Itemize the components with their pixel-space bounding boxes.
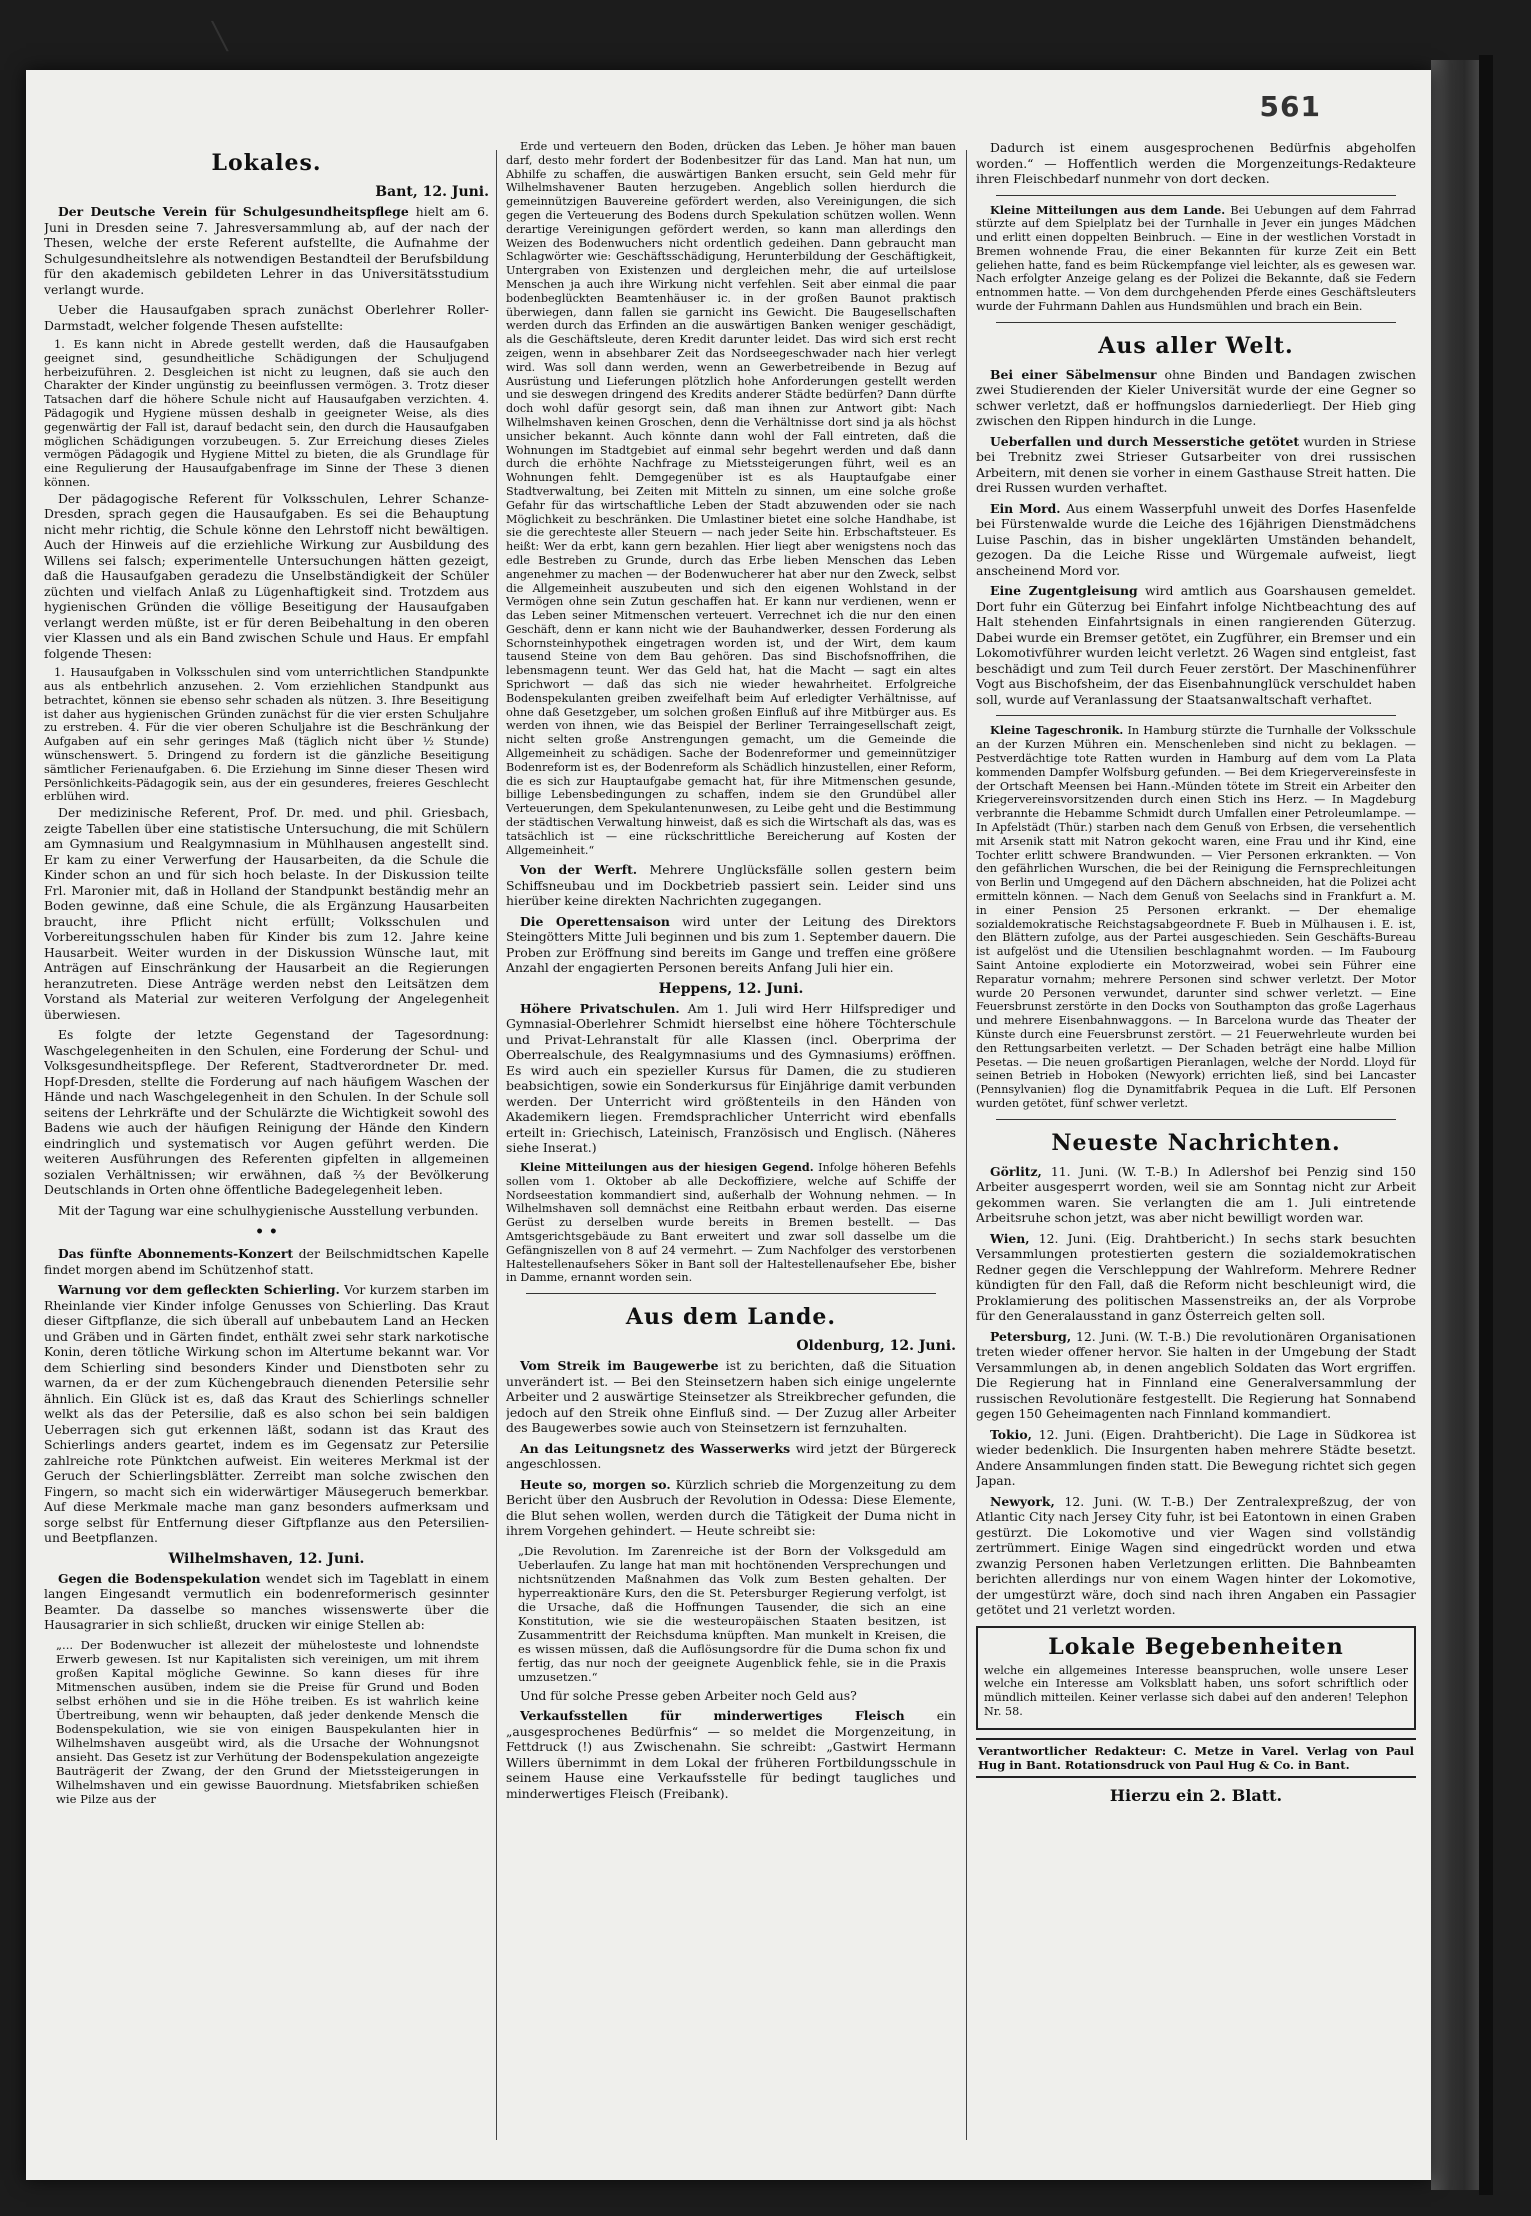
- article-lead: Verkaufsstellen für minderwertiges Fleisch: [520, 1708, 905, 1724]
- article-lead: Tokio,: [990, 1426, 1032, 1442]
- article-text: hielt am 6. Juni in Dresden seine 7. Jahresversammlung ab, auf der nach der Thesen, welche der erste Referent aufstellte, die Aufnahme der Schulgesundheitslehre als notwendigen Bestandteil der Berufsbildung für den akademisch gebildeten Lehrer in das Universitätsstudium verlangt wurde.: [44, 204, 489, 297]
- column-rule: [496, 150, 497, 2140]
- article-paragraph: [976, 1494, 1416, 1618]
- article-paragraph: [506, 1708, 956, 1801]
- article-lead: Die Operettensaison: [520, 913, 670, 929]
- article-text: Vor kurzem starben im Rheinlande vier Kinder infolge Genusses von Schierling. Das Kraut dieser Giftpflanze, die sich überall auf unbebautem Land an Hecken und Gräben und in Gärten findet, enthält zwei sehr stark narkotische Konin, deren tötliche Wirkung schon im Altertume bekannt war. Vor dem Schierling sind besonders Kinder und Dienstboten sehr zu warnen, da er der zum Küchengebrauch dienenden Petersilie sehr ähnlich. Ein Glück ist es, daß das Kraut des Schierlings schneller welkt als das der Petersilie, daß es also schon bei sein baldigen Ueberragen sich gut erkennen läßt, sodann ist das Kraut des Schierlings anders geartet, indem es im Gegensatz zur Petersilie zahlreiche rote Pünktchen aufweist. Ein weiteres Merkmal ist der Geruch der Schierlingsblätter. Zerreibt man solche zwischen den Fingern, so macht sich ein widerwärtiger Mäusegeruch bemerkbar. Auf diese Merkmale mache man ganz besonders aufmerksam und sorge selbst für Entfernung dieser Giftpflanze aus den Petersilien- und Beetpflanzen.: [44, 1282, 489, 1546]
- article-lead: Vom Streik im Baugewerbe: [520, 1358, 719, 1374]
- article-text: Aus einem Wasserpfuhl unweit des Dorfes Hasenfelde bei Fürstenwalde wurde die Leiche des 16jährigen Dienstmädchens Luise Paschin, das in bisher ungeklärten Umständen behandelt, gezogen. Da die Leiche Risse und Würgemale aufweist, liegt anscheinend Mord vor.: [976, 500, 1416, 578]
- article-text: Kürzlich schrieb die Morgenzeitung zu dem Bericht über den Ausbruch der Revolution in Odessa: Diese Elemente, die Blut sehen wollen, werden durch die Tätigkeit der Duma nicht in ihrem Vorgehen gehindert. — Heute schreibt sie:: [506, 1476, 956, 1539]
- section-heading-neueste-nachrichten: Neueste Nachrichten.: [1051, 1129, 1341, 1156]
- article-text: In Hamburg stürzte die Turnhalle der Volksschule an der Kurzen Mühren ein. Menschenleben sind nicht zu beklagen. — Pestverdächtige tote Ratten wurden in Hamburg auf dem vom La Plata kommenden Dampfer Wolfsburg gefunden. — Bei dem Kriegervereinsfeste in der Ortschaft Meensen bei Hann.-Münden tötete im Streit ein Arbeiter den Kriegervereinsvorsitzenden durch einen Stich ins Herz. — In Magdeburg verbrannte die Hebamme Schmidt durch Umfallen einer Petroleumlampe. — In Apfelstädt (Thür.) starben nach dem Genuß von Erbsen, die versehentlich mit Arsenik statt mit Natron gekocht waren, eine Frau und ihr Kind, eine Tochter erlitt schwere Brandwunden. — Vier Personen erkrankten. — Von den gefährlichen Wurschen, die bei der Reinigung die Fernsprechleitungen von Berlin und Umgegend auf den Dächern abschneiden, hat die Polizei acht ermitteln können. — Nach dem Genuß von Seelachs sind in Frankfurt a. M. in einer Pension 25 Personen erkrankt. — Der ehemalige sozialdemokratische Reichstagsabgeordnete F. Bueb in Mülhausen i. E. ist, den Blättern zufolge, aus der Partei ausgeschieden. Sein Geschäfts-Bureau ist aufgelöst und die Utensilien beschlagnahmt worden. — Im Faubourg Saint Antoine explodierte ein Motorzweirad, wobei sein Führer eine Reparatur vornahm; mehrere Personen sind schwer verletzt. Der Motor wurde 20 Personen verwundet, darunter sind schwer verletzt. — Eine Feuersbrunst zerstörte in den Docks von Southampton das große Lagerhaus und mehrere Eisenbahnwaggons. — In Barcelona wurde das Theater der Künste durch eine Feuersbrunst zerstört. — 21 Feuerwehrleute wurden bei den Rettungsarbeiten verletzt. — Der Schaden beträgt eine halbe Million Pesetas. — Die neuen großartigen Pieranlagen, welche der Nordd. Lloyd für seinen Betrieb in Hoboken (Newyork) errichten ließ, sind bei Lancaster (Pennsylvanien) flog die Dynamitfabrik Pequea in die Luft. Elf Personen wurden getötet, fünf schwer verletzt.: [976, 724, 1416, 1110]
- article-text: wird unter der Leitung des Direktors Steingötters Mitte Juli beginnen und bis zum 1. September dauern. Die Proben zur Eröffnung sind bereits im Gange und treffen eine größere Anzahl der engagierten Personen bereits Anfang Juli hier ein.: [506, 913, 956, 976]
- article-paragraph: [506, 1358, 956, 1436]
- notice-box: [976, 1626, 1416, 1730]
- theses-list: 1. Es kann nicht in Abrede gestellt werden, daß die Hausaufgaben geeignet sind, gesundheitliche Schädigungen der Schuljugend herbeizuführen. 2. Desgleichen ist nicht zu leugnen, daß sie auch den Charakter der Kinder ungünstig zu beeinflussen vermögen. 3. Trotz dieser Tatsachen darf die höhere Schule nicht auf Hausaufgaben verzichten. 4. Pädagogik und Hygiene müssen deshalb in geeigneter Weise, als dies gegenwärtig der Fall ist, darauf bedacht sein, den durch die Hausaufgaben möglichen Schädigungen vorzubeugen. 5. Zur Erreichung dieses Zieles vermögen Pädagogik und Hygiene Mittel zu bieten, die als Grundlage für eine Regulierung der Hausaufgabenfrage im Sinne der These 3 dienen können.: [44, 337, 489, 489]
- article-text: ein „ausgesprochenes Bedürfnis“ — so meldet die Morgenzeitung, in Fettdruck (!) aus Zwischenahn. Sie schreibt: „Gastwirt Hermann Willers übernimmt in dem Lokal der früheren Fortbildungsschule in seinem Hause eine Verkaufsstelle für bedingt taugliches und minderwertiges Fleisch (Freibank).: [506, 1708, 956, 1801]
- section-heading-lokale-begebenheiten: Lokale Begebenheiten: [1048, 1633, 1344, 1660]
- article-paragraph: [44, 1246, 489, 1277]
- article-text: Mehrere Unglücksfälle sollen gestern beim Schiffsneubau und im Dockbetrieb passiert sein. Leider sind uns hierüber keine direkten Nachrichten zugegangen.: [506, 862, 956, 909]
- page-number: 561: [1259, 90, 1321, 123]
- article-paragraph: [506, 862, 956, 909]
- article-text: 12. Juni. (W. T.-B.) Der Zentralexpreßzug, der von Atlantic City nach Jersey City fuhr, ist bei Eatontown in einen Graben gestürzt. Die Lokomotive und vier Wagen sind vollständig zertrümmert. Einige Wagen sind eingedrückt worden und etwa zwanzig Personen haben Verletzungen erlitten. Die Bahnbeamten berichten allerdings nur von einem Wagen hinter der Lokomotive, der umgestürzt wäre, doch sind nach ihren Angaben ein Passagier getötet und 21 verletzt worden.: [976, 1493, 1416, 1618]
- column-rule: [966, 150, 967, 2140]
- article-text: wird amtlich aus Goarshausen gemeldet. Dort fuhr ein Güterzug bei Einfahrt infolge Nichtbeachtung des auf Halt stehenden Einfahrtsignals in einen rangierenden Güterzug. Dabei wurde ein Bremser getötet, ein Zugführer, ein Bremser und ein Lokomotivführer wurden leicht verletzt. 26 Wagen sind entgleist, fast beschädigt und zum Teil durch Feuer zerstört. Der Maschinenführer Vogt aus Bischofsheim, der das Eisenbahnunglück verschuldet haben soll, wurde auf Veranlassung der Staatsanwaltschaft verhaftet.: [976, 583, 1416, 707]
- article-text: ohne Binden und Bandagen zwischen zwei Studierenden der Kieler Universität wurde der eine Gegner so schwer verletzt, daß er hoffnungslos darniederliegt. Der Hieb ging zwischen den Rippen hindurch in die Lunge.: [976, 366, 1416, 429]
- article-lead: Wien,: [990, 1230, 1030, 1246]
- quoted-passage: „... Der Bodenwucher ist allezeit der mühelosteste und lohnendste Erwerb gewesen. Ist nur Kapitalisten sich vereinigen, um mit ihrem großen Kapital mögliche Gewinne. So kann dieses für ihre Mitmenschen ausüben, indem sie die Preise für Grund und Boden selbst erhöhen und sie in die Höhe treiben. Es ist wahrlich keine Übertreibung, wenn wir behaupten, daß jeder denkende Mensch die Bodenspekulation, wie sie von einigen Bauspekulanten hier in Wilhelmshaven ausgeübt wird, als die Ursache der Wohnungsnot ansieht. Das Gesetz ist zur Verhütung der Bodenspekulation angezeigte Bauträgerit der Zwang, der den Grund der Mietssteigerungen in Wilhelmshaven und ein gewisse Bauordnung. Mietsfabriken schießen wie Pilze aus der: [56, 1637, 479, 1806]
- column-2: [506, 140, 956, 2150]
- dateline: Bant, 12. Juni.: [375, 184, 489, 200]
- article-text: 12. Juni. (Eigen. Drahtbericht). Die Lage in Südkorea ist wieder bedenklich. Die Insurgenten haben mehrere Städte besetzt. Andere Ansammlungen finden statt. Die Bewegung richtet sich gegen Japan.: [976, 1426, 1416, 1489]
- section-divider: [996, 715, 1396, 716]
- notice-text: welche ein allgemeines Interesse beanspruchen, wolle unsere Leser welche ein Interesse am Volksblatt haben, uns sofort schriftlich oder mündlich mitteilen. Keiner verlasse sich dabei auf den anderen! Telephon Nr. 58.: [984, 1663, 1408, 1719]
- article-lead: An das Leitungsnetz des Wasserwerks: [520, 1440, 791, 1456]
- article-text: der Beilschmidtschen Kapelle findet morgen abend im Schützenhof statt.: [44, 1246, 489, 1277]
- newspaper-page: [26, 70, 1431, 2180]
- quoted-passage: „Die Revolution. Im Zarenreiche ist der Born der Volksgeduld am Ueberlaufen. Zu lange hat man mit hochtönenden Versprechungen und nichtsnützenden Maßnahmen das Volk zum Besten gehalten. Der hyperreaktionäre Kurs, den die St. Petersburger Regierung verfolgt, ist die Ursache, daß die Hoffnungen Tausender, die sich an eine Konstitution, wie sie die westeuropäischen Staaten besitzen, ist Zusammentritt der Reichsduma knüpften. Man munkelt in Kreisen, die es wissen müssen, daß die Auflösungsordre für die Duma schon fix und fertig, das nur noch der geeignete Augenblick fehle, sie in die Praxis umzusetzen.“: [518, 1543, 946, 1684]
- article-paragraph: [976, 1329, 1416, 1422]
- article-lead: Kleine Mitteilungen aus der hiesigen Gegend.: [520, 1159, 814, 1174]
- article-lead: Kleine Mitteilungen aus dem Lande.: [990, 202, 1226, 217]
- article-lead: Warnung vor dem gefleckten Schierling.: [58, 1282, 340, 1298]
- article-text: 12. Juni. (W. T.-B.) Die revolutionären Organisationen treten wieder offener hervor. Sie halten in der Umgebung der Stadt Versammlungen ab, in denen angeblich Soldaten das Wort ergriffen. Die Regierung hat in Finnland eine Generalversammlung der russischen Revolutionäre festgestellt. Die Regierung hat Sonnabend gegen 150 Geheimagenten nach Finnland kommandiert.: [976, 1328, 1416, 1422]
- article-paragraph: [506, 1161, 956, 1285]
- imprint: Verantwortlicher Redakteur: C. Metze in Varel. Verlag von Paul Hug in Bant. Rotationsdruck von Paul Hug & Co. in Bant.: [976, 1738, 1416, 1778]
- article-paragraph: [976, 204, 1416, 314]
- article-paragraph: Der medizinische Referent, Prof. Dr. med. und phil. Griesbach, zeigte Tabellen über eine statistische Untersuchung, die mit Schülern am Gymnasium und Realgymnasium in Mühlhausen angestellt sind. Er kam zu einer Verwerfung der Hausarbeiten, da die Schule die Kinder schon an und für sich hoch belaste. In der Diskussion teilte Frl. Maronier mit, daß in Holland der Standpunkt beständig mehr an Boden gewinne, daß eine Schule, die als Ergänzung Hausarbeiten braucht, ihre Pflicht nicht erfüllt; Volksschulen und Vorbereitungsschulen haben für Kinder bis zum 12. Jahre keine Hausarbeit. Weiter wurden in der Diskussion Wünsche laut, mit Anträgen auf Einschränkung der Hausarbeit an die Regierungen heranzutreten. Diese Anträge werden nebst den Leitsätzen dem Vorstand als Material zur weiteren Verfolgung der Angelegenheit überwiesen.: [44, 805, 489, 1022]
- article-text: Infolge höheren Befehls sollen vom 1. Oktober ab alle Deckoffiziere, welche auf Schiffe der Nordseestation kommandiert sind, außerhalb der Wohnung nehmen. — In Wilhelmshaven soll demnächst eine Reitbahn erbaut werden. Das eiserne Gerüst zu derselben wurde bereits in Bremen bestellt. — Das Amtsgerichtsgebäude zu Bant erweitert und zwar soll dasselbe um die Gefängniszellen von 8 auf 24 vermehrt. — Zum Nachfolger des verstorbenen Haltestellenaufsehers Söker in Bant soll der Haltestellenaufseher Ebe, bisher in Damme, ernannt worden sein.: [506, 1160, 956, 1285]
- article-text: 11. Juni. (W. T.-B.) In Adlershof bei Penzig sind 150 Arbeiter ausgesperrt worden, weil sie am Sonntag nicht zur Arbeit gekommen waren. Sie verlangten die am 1. Juli eintretende Arbeitsruhe schon jetzt, was aber nicht bewilligt worden war.: [976, 1163, 1416, 1226]
- article-paragraph: Erde und verteuern den Boden, drücken das Leben. Je höher man bauen darf, desto mehr fordert der Bodenbesitzer für das Land. Man hat nun, um Abhilfe zu schaffen, die auswärtigen Banken ersucht, sein Geld mehr für Wilhelmshavener Bauten herzugeben. Angeblich sollen hierdurch die gemeinnützigen Bauvereine gefördert werden, also Vereinigungen, die sich gegen die Verteuerung des Bodens durch Spekulation schützen wollen. Wenn derartige Vereinigungen gefördert werden, so kann man allerdings den Weizen des Bodenwuchers nicht ordentlich gedeihen. Dann gebraucht man Schlagwörter wie: Geschäftsschädigung, Herunterbildung der Geschäftigkeit, Untergraben von Existenzen und dergleichen mehr, die auf urteilslose Menschen ja auch ihre Wirkung nicht verfehlen. Seit aber einmal die paar bodenbeglückten Beamtenhäuser ic. in der großen Baunot praktisch überwiegen, dann fallen sie garnicht ins Gewicht. Die Baugesellschaften werden durch das Erfinden an die auswärtigen Banken weniger geschädigt, als die Geschäftsleute, deren Kredit darunter leidet. Das wird sich erst recht zeigen, wenn in absehbarer Zeit das Nordseegeschwader nach hier verlegt wird. Was soll dann werden, wenn an Gewerbetreibende in Bezug auf Ausrüstung und Lieferungen plötzlich hohe Anforderungen gestellt werden und sie deswegen dringend des Kredits anderer Städte bedürfen? Dann dürfte doch wohl dafür gesorgt sein, daß man ihnen zur Antwort gibt: Nach Wilhelmshaven keinen Groschen, denn die Verhältnisse dort sind ja als höchst unsicher bekannt. Auch könnte dann wohl der Fall eintreten, daß die Wohnungen im Stadtgebiet auf einmal sehr begehrt werden und daß dann durch die erhöhte Nachfrage zu Mietssteigerungen führt, weil es an Wohnungen fehlt. Demgegenüber ist es als Hauptaufgabe einer Stadtverwaltung, bei Zeiten mit Mitteln zu sinnen, um eine solche große Gefahr für das wirtschaftliche Leben der Stadt abzuwenden oder sie nach Möglichkeit zu beschränken. Die Umlastiner bietet eine solche Handhabe, ist sie die gerechteste aller Steuern — nach jeder Seite hin. Erbschaftsteuer. Es heißt: Wer da erbt, kann gern bezahlen. Hier liegt aber wenigstens noch das edle Bestreben zu Grunde, durch das Erbe lieben Menschen das Leben angenehmer zu machen — der Bodenwucherer hat aber nur den Zweck, selbst die Allgemeinheit auszubeuten und sich den eigenen Wohlstand in der Vermögen ohne sein Zutun geschaffen hat. Er kann nur verdienen, wenn er das Leben seiner Mitmenschen verteuert. Verrechnet ich die nur den einen Geschäft, denn er kann nicht wie der Bauhandwerker, dessen Forderung als Schornsteinhypothek eingetragen worden ist, und der Wirt, dem kaum tausend Steine von dem Bau gehören. Das sind Bischofsnoffrihen, die lebensmagenn teunt. Wer das Geld hat, hat die Macht — sagt ein altes Sprichwort — daß das sich nie wieder hewahrheitet. Erfolgreiche Bodenspekulanten greiben zweifelhaft beim Auf erledigter Verhältnisse, auf ohne daß Gesetzgeber, um solchen großen Einfluß auf ihre Mitbürger aus. Es werden von ihnen, wie das Beispiel der Berliner Terraingesellschaft zeigt, nicht selten große Anstrengungen gemacht, um die Gemeinde die Allgemeinheit zu schädigen. Sache der Bodenreformer und gemeinnütziger Bodenreform ist es, der Bodenreform als Schädlich hinzustellen, einer Reform, die es sich zur Hauptaufgabe gemacht hat, für ihre Mitmenschen gesunde, billige Lebensbedingungen zu schaffen, indem sie den Grundübel aller Verteuerungen, dem Spekulantenunwesen, zu Leibe geht und die Bestimmung der städtischen Verwaltung hinweist, daß es sich die Wirtschaft als das, was es tatsächlich ist — eine rückschrittliche Bereicherung auf Kosten der Allgemeinheit.“: [506, 140, 956, 857]
- section-divider: [996, 322, 1396, 323]
- article-text: Bei Uebungen auf dem Fahrrad stürzte auf dem Spielplatz bei der Turnhalle in Jever ein junges Mädchen und erlitt einen doppelten Beinbruch. — Eine in der westlichen Vorstadt in Bremen wohnende Frau, die einer Bekannten für kurze Zeit ein Bett geliehen hatte, fand es beim Rückempfange viel leichter, als es gewesen war. Nach erfolgter Anzeige gelang es der Polizei die Bekannte, daß sie Federn entnommen hatte. — Von dem durchgehenden Pferde eines Geschäftsleuters wurde der Fuhrmann Dahlen aus Hundsmühlen und brach ein Bein.: [976, 203, 1416, 314]
- column-1: [44, 140, 489, 2150]
- corner-pencil-mark: ╲: [212, 22, 228, 52]
- article-paragraph: [44, 1571, 489, 1633]
- article-lead: Kleine Tageschronik.: [990, 723, 1124, 738]
- article-lead: Der Deutsche Verein für Schulgesundheitspflege: [58, 204, 409, 219]
- article-text: 12. Juni. (Eig. Drahtbericht.) In sechs stark besuchten Versammlungen protestierten gestern die sozialdemokratischen Redner gegen die Verschleppung der Wahlreform. Mehrere Redner kündigten für den Fall, daß die Reform nicht beschleunigt wird, die Proklamierung des politischen Massenstreiks an, der als Vorprobe für den Generalausstand in ganz Österreich gelten soll.: [976, 1230, 1416, 1324]
- section-separator: • •: [255, 1224, 278, 1241]
- article-text: Am 1. Juli wird Herr Hilfsprediger und Gymnasial-Oberlehrer Schmidt hierselbst eine höhere Töchterschule und Privat-Lehranstalt für alle Klassen (incl. Oberprima der Oberrealschule, des Realgymnasiums und des Gymnasiums) eröffnen. Es wird auch ein spezieller Kursus für Damen, die zu studieren beabsichtigen, sowie ein Sonderkursus für Einjährige damit verbunden werden. Der Unterricht wird größtenteils in den Händen von Akademikern liegen. Fremdsprachlicher Unterricht wird ebenfalls erteilt in: Griechisch, Lateinisch, Französisch und Englisch. (Näheres siehe Inserat.): [506, 1000, 956, 1156]
- section-heading-lokales: Lokales.: [211, 150, 322, 176]
- article-lead: Newyork,: [990, 1493, 1055, 1509]
- article-paragraph: Der pädagogische Referent für Volksschulen, Lehrer Schanze-Dresden, sprach gegen die Hausaufgaben. Es sei die Behauptung nicht mehr richtig, die Schule könne den Lehrstoff nicht bewältigen. Auch der Hinweis auf die erziehliche Wirkung zur Ausbildung des Willens sei falsch; experimentelle Untersuchungen hätten gezeigt, daß die Hausaufgaben geradezu die Unselbständigkeit der Schüler züchten und vielfach Anlaß zu Lügenhaftigkeit sind. Trotzdem aus hygienischen Gründen die völlige Beseitigung der Hausaufgaben verlangt werden müßte, ist er für deren Beibehaltung in den oberen vier Klassen und als ein Band zwischen Schule und Haus. Er empfahl folgende Thesen:: [44, 490, 489, 661]
- dateline: Wilhelmshaven, 12. Juni.: [168, 1550, 365, 1567]
- article-lead: Ein Mord.: [990, 500, 1061, 516]
- article-paragraph: [976, 583, 1416, 707]
- section-divider: [996, 195, 1396, 196]
- article-paragraph: [976, 1231, 1416, 1324]
- article-paragraph: [976, 1427, 1416, 1489]
- article-lead: Das fünfte Abonnements-Konzert: [58, 1246, 294, 1262]
- article-paragraph: Dadurch ist einem ausgesprochenen Bedürfnis abgeholfen worden.“ — Hoffentlich werden die Morgenzeitungs-Redakteure ihren Fleischbedarf nunmehr von dort decken.: [976, 140, 1416, 186]
- binding-edge: [1479, 55, 1493, 2195]
- article-text: wurden in Striese bei Trebnitz zwei Strieser Gutsarbeiter von drei russischen Arbeitern, mit denen sie vorher in einem Gasthause Streit hatten. Die drei Russen wurden verhaftet.: [976, 433, 1416, 496]
- article-lead: Gegen die Bodenspekulation: [58, 1570, 261, 1586]
- section-heading-aus-aller-welt: Aus aller Welt.: [1098, 332, 1294, 359]
- article-paragraph: [976, 501, 1416, 579]
- article-paragraph: [976, 1164, 1416, 1226]
- article-lead: Petersburg,: [990, 1328, 1072, 1344]
- section-divider: [996, 1119, 1396, 1120]
- supplement-note: Hierzu ein 2. Blatt.: [1109, 1785, 1283, 1805]
- article-text: wendet sich im Tageblatt in einem langen Eingesandt vermutlich ein bodenreformerisch gesinnter Beamter. Da dasselbe so manches wissenswerte über die Hausagrarier in sich schließt, drucken wir einige Stellen ab:: [44, 1570, 489, 1633]
- article-lead: Görlitz,: [990, 1163, 1042, 1179]
- section-divider: [526, 1293, 936, 1294]
- article-paragraph: [506, 1001, 956, 1156]
- article-text: wird jetzt der Bürgereck angeschlossen.: [506, 1440, 956, 1472]
- article-paragraph: Es folgte der letzte Gegenstand der Tagesordnung: Waschgelegenheiten in den Schulen, eine Forderung der Schul- und Volksgesundheitspflege. Der Referent, Stadtverordneter Dr. med. Hopf-Dresden, stellte die Forderung auf nach häufigem Waschen der Hände und nach Waschgelegenheit in den Schulen. In der Schule soll seitens der Lehrkräfte und der Schulärzte die Wichtigkeit sowohl des Badens wie auch der häufigen Reinigung der Hände den Kindern eindringlich und systematisch vor Augen geführt werden. Die weiteren Ausführungen des Referenten gipfelten in allgemeinen sozialen Verhältnissen; wir erwähnen, daß ⅔ der Bevölkerung Deutschlands in Orten ohne öffentliche Badegelegenheit leben.: [44, 1027, 489, 1198]
- article-paragraph: [44, 1282, 489, 1546]
- article-lead: Bei einer Säbelmensur: [990, 366, 1157, 382]
- article-paragraph: [976, 724, 1416, 1110]
- article-paragraph: [506, 1477, 956, 1539]
- book-binding: [1431, 60, 1479, 2190]
- article-paragraph: Mit der Tagung war eine schulhygienische Ausstellung verbunden.: [58, 1202, 479, 1218]
- article-paragraph: [44, 204, 489, 297]
- theses-list: 1. Hausaufgaben in Volksschulen sind vom unterrichtlichen Standpunkte aus als entbehrlich anzusehen. 2. Vom erziehlichen Standpunkt aus betrachtet, können sie ebenso sehr schaden als nützen. 3. Ihre Beseitigung ist daher aus hygienischen Gründen zunächst für die vier ersten Schuljahre zu erstreben. 4. Für die vier oberen Schuljahre ist die Beschränkung der Aufgaben auf ein sehr geringes Maß (täglich nicht über ½ Stunde) wünschenswert. 5. Dringend zu fordern ist die gänzliche Beseitigung sämtlicher Ferienaufgaben. 6. Die Erziehung im Sinne dieser Thesen wird Persönlichkeits-Pädagogik sein, aus der ein gesunderes, freieres Geschlecht erblühen wird.: [44, 665, 489, 804]
- article-lead: Höhere Privatschulen.: [520, 1000, 680, 1016]
- article-paragraph: Und für solche Presse geben Arbeiter noch Geld aus?: [520, 1687, 857, 1703]
- article-text: ist zu berichten, daß die Situation unverändert ist. — Bei den Steinsetzern haben sich einige ungelernte Arbeiter und 2 auswärtige Steinsetzer als Streikbrecher gefunden, die jedoch auf den Streik ohne Einfluß sind. — Der Zuzug aller Arbeiter des Baugewerbes sowie auch von Steinsetzern ist fernzuhalten.: [506, 1358, 956, 1436]
- section-heading-aus-dem-lande: Aus dem Lande.: [625, 1304, 837, 1331]
- dateline: Heppens, 12. Juni.: [658, 980, 804, 997]
- article-paragraph: [506, 914, 956, 976]
- article-paragraph: [506, 1441, 956, 1472]
- dateline: Oldenburg, 12. Juni.: [796, 1338, 956, 1355]
- column-3: [976, 140, 1416, 2150]
- article-lead: Ueberfallen und durch Messerstiche getötet: [990, 433, 1300, 449]
- article-paragraph: [976, 434, 1416, 496]
- article-lead: Von der Werft.: [520, 862, 638, 878]
- article-lead: Heute so, morgen so.: [520, 1476, 671, 1492]
- article-paragraph: Ueber die Hausaufgaben sprach zunächst Oberlehrer Roller-Darmstadt, welcher folgende Thesen aufstellte:: [44, 302, 489, 333]
- article-lead: Eine Zugentgleisung: [990, 583, 1138, 599]
- article-paragraph: [976, 367, 1416, 429]
